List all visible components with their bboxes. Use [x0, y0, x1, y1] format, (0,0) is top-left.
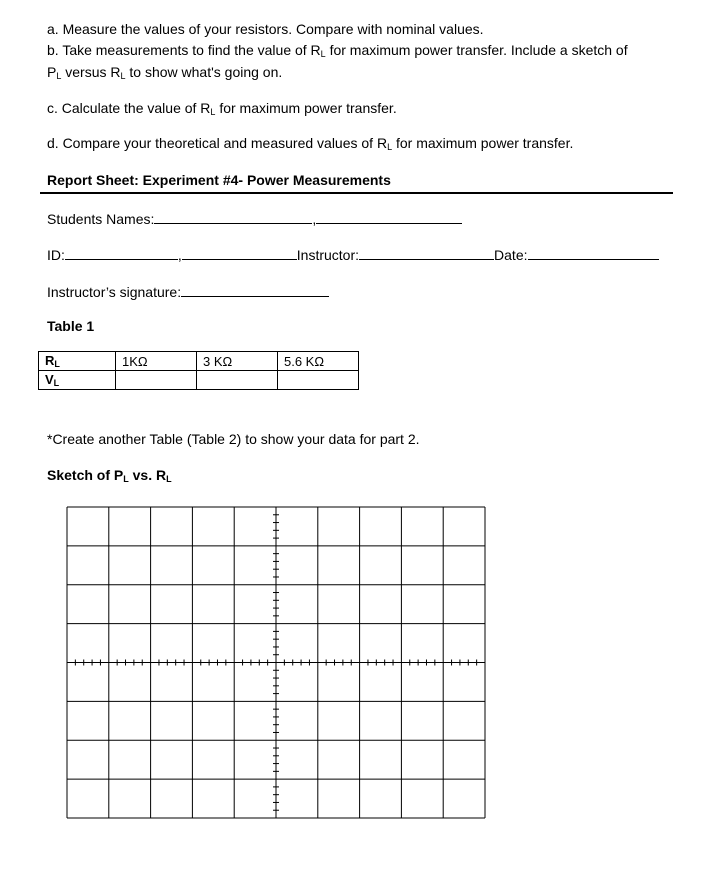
table1-header-vl	[39, 371, 116, 390]
table2-note-text: *Create another Table (Table 2) to show your data for part 2.	[47, 431, 420, 447]
date-field[interactable]	[528, 246, 659, 260]
instruction-b-text-2: for maximum power transfer. Include a sketch of	[325, 42, 628, 58]
student-name-field-2[interactable]	[316, 210, 462, 224]
table1-col-3: 5.6 KΩ	[278, 352, 359, 371]
instruction-d-text-1: d. Compare your theoretical and measured values of R	[47, 135, 388, 151]
subscript-l: L	[123, 474, 129, 484]
id-label: ID:	[47, 247, 65, 263]
vl-label: V	[45, 372, 54, 387]
instruction-d	[47, 135, 573, 152]
table-row	[39, 371, 359, 390]
sketch-title	[47, 467, 172, 484]
table1-col-2: 3 KΩ	[197, 352, 278, 371]
instruction-b-line1	[47, 42, 628, 59]
instruction-c	[47, 100, 397, 117]
table2-note	[47, 431, 420, 447]
instruction-b-text-4: versus R	[61, 64, 121, 80]
report-title	[47, 172, 391, 188]
instruction-c-text-2: for maximum power transfer.	[215, 100, 397, 116]
students-names-row	[47, 210, 462, 227]
subscript-l: L	[387, 142, 393, 152]
subscript-l: L	[54, 359, 60, 369]
id-instructor-date-row	[47, 246, 659, 263]
sketch-title-text-1: Sketch of P	[47, 467, 124, 483]
instruction-a-text: a. Measure the values of your resistors. Compare with nominal values.	[47, 21, 484, 37]
table1-cell-vl-3[interactable]	[278, 371, 359, 390]
date-label: Date:	[494, 247, 528, 263]
table1	[38, 351, 359, 390]
id-comma: ,	[177, 247, 182, 263]
instruction-c-text-1: c. Calculate the value of R	[47, 100, 211, 116]
instruction-a	[47, 21, 484, 37]
table1-title	[47, 318, 94, 334]
instruction-b-text-1: b. Take measurements to find the value of R	[47, 42, 321, 58]
instruction-d-text-2: for maximum power transfer.	[392, 135, 574, 151]
student-name-field-1[interactable]	[154, 210, 312, 224]
subscript-l: L	[320, 49, 326, 59]
instructor-field[interactable]	[359, 246, 494, 260]
students-comma: ,	[312, 211, 317, 227]
instruction-b-line2	[47, 64, 282, 81]
subscript-l: L	[166, 474, 172, 484]
table1-title-text: Table 1	[47, 318, 95, 334]
id-field-2[interactable]	[182, 246, 297, 260]
table1-cell-vl-1[interactable]	[116, 371, 197, 390]
sketch-grid[interactable]	[66, 506, 486, 819]
signature-row	[47, 283, 329, 300]
signature-label: Instructor’s signature:	[47, 284, 182, 300]
table-row	[39, 352, 359, 371]
subscript-l: L	[120, 71, 126, 81]
signature-field[interactable]	[181, 283, 329, 297]
subscript-l: L	[53, 378, 60, 388]
report-title-text: Report Sheet: Experiment #4- Power Measurements	[47, 172, 391, 188]
subscript-l: L	[210, 107, 216, 117]
table1-cell-vl-2[interactable]	[197, 371, 278, 390]
subscript-l: L	[56, 71, 62, 81]
table1-col-1: 1KΩ	[116, 352, 197, 371]
students-names-label: Students Names:	[47, 211, 155, 227]
report-divider	[40, 192, 673, 194]
id-field-1[interactable]	[65, 246, 178, 260]
table1-header-rl	[39, 352, 116, 371]
instructor-label: Instructor:	[296, 247, 360, 263]
sketch-title-text-2: vs. R	[128, 467, 167, 483]
instruction-b-text-3: P	[47, 64, 57, 80]
instruction-b-text-5: to show what's going on.	[125, 64, 283, 80]
rl-label: R	[45, 353, 55, 368]
